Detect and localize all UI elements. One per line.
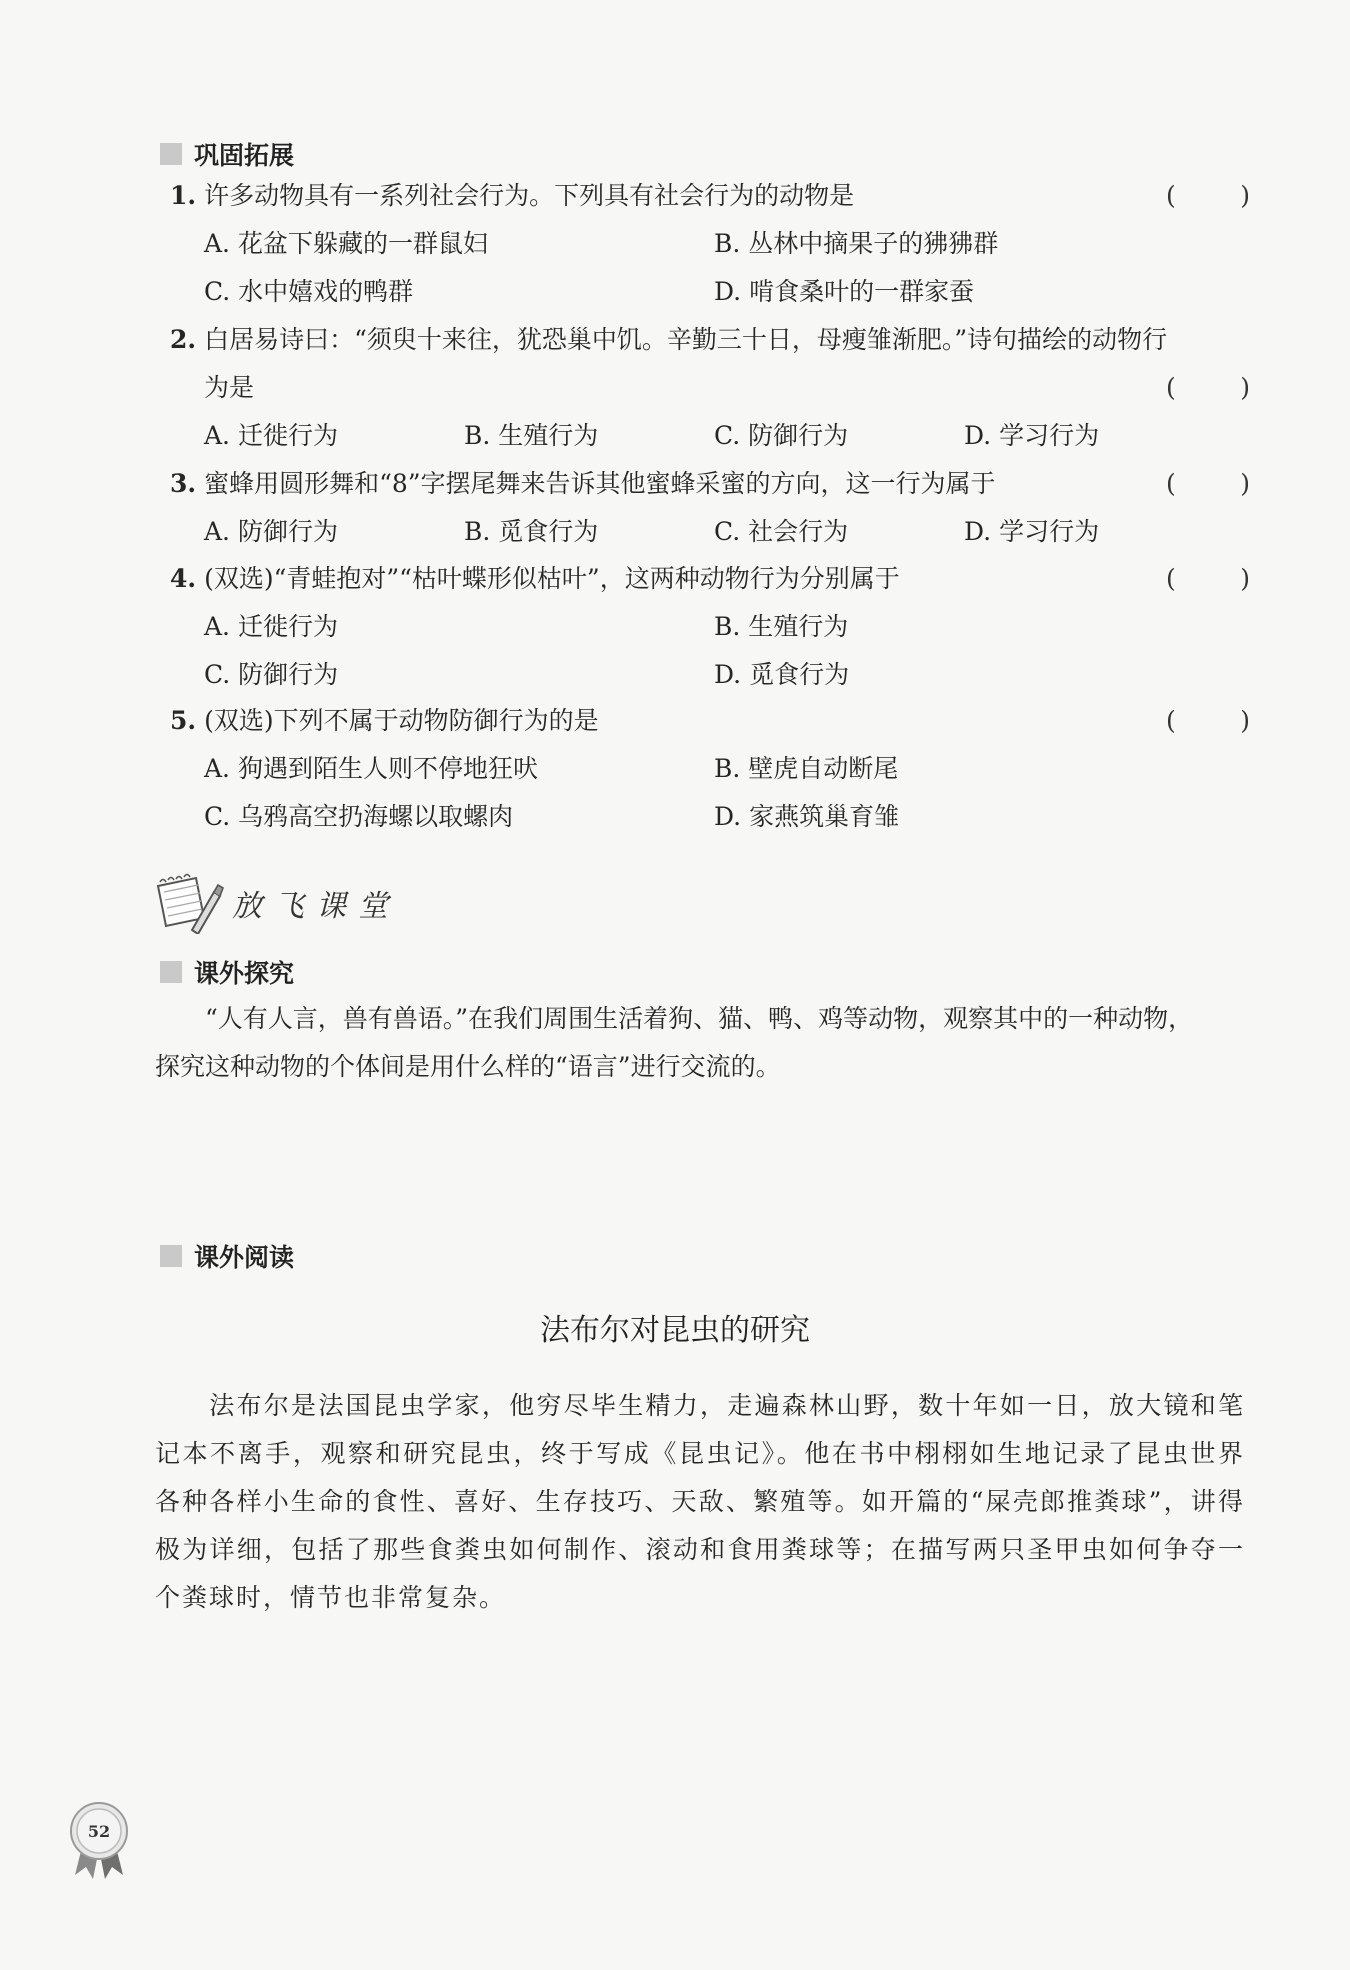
question-text: 许多动物具有一系列社会行为。下列具有社会行为的动物是 xyxy=(204,181,855,210)
question-2 xyxy=(170,316,1250,460)
option-c[interactable]: C. 水中嬉戏的鸭群 xyxy=(204,277,414,306)
question-4 xyxy=(170,555,1250,699)
question-text: 蜜蜂用圆形舞和“8”字摆尾舞来告诉其他蜜蜂采蜜的方向，这一行为属于 xyxy=(204,469,996,498)
reading-body-text: 法布尔是法国昆虫学家，他穷尽毕生精力，走遍森林山野，数十年如一日，放大镜和笔记本不离手，观察和研究昆虫，终于写成《昆虫记》。他在书中栩栩如生地记录了昆虫世界各种各样小生命的食性、喜好、生存技巧、天敌、繁殖等。如开篇的“屎壳郎推粪球”，讲得极为详细，包括了那些食粪虫如何制作、滚动和食用粪球等；在描写两只圣甲虫如何争夺一个粪球时，情节也非常复杂。 xyxy=(155,1391,1245,1612)
option-d[interactable]: D. 学习行为 xyxy=(964,421,1100,450)
section-heading-text: 巩固拓展 xyxy=(194,141,295,170)
option-c[interactable]: C. 防御行为 xyxy=(714,421,849,450)
option-b[interactable]: B. 丛林中摘果子的狒狒群 xyxy=(714,229,999,258)
question-3 xyxy=(170,460,1250,556)
section-heading-text: 课外探究 xyxy=(194,959,295,988)
section-marker-icon xyxy=(160,1245,182,1267)
question-text: (双选)下列不属于动物防御行为的是 xyxy=(204,706,599,735)
option-d[interactable]: D. 觅食行为 xyxy=(714,660,850,689)
section-heading-reading xyxy=(160,1238,294,1274)
answer-blank[interactable]: ( ) xyxy=(1166,564,1250,593)
option-c[interactable]: C. 乌鸦高空扔海螺以取螺肉 xyxy=(204,802,514,831)
explore-text-line-2: 探究这种动物的个体间是用什么样的“语言”进行交流的。 xyxy=(155,1052,781,1081)
option-a[interactable]: A. 花盆下躲藏的一群鼠妇 xyxy=(204,229,488,258)
option-a[interactable]: A. 防御行为 xyxy=(204,517,338,546)
section-marker-icon xyxy=(160,143,182,165)
reading-body xyxy=(155,1382,1245,1622)
option-c[interactable]: C. 防御行为 xyxy=(204,660,339,689)
option-b[interactable]: B. 觅食行为 xyxy=(464,517,599,546)
question-text-continued: 为是 xyxy=(204,373,255,402)
question-number: 5. xyxy=(170,706,197,735)
option-c[interactable]: C. 社会行为 xyxy=(714,517,849,546)
banner-title: 放飞课堂 xyxy=(232,889,400,924)
section-heading-consolidate xyxy=(160,136,294,172)
banner-fangfei-ketang xyxy=(152,872,400,934)
question-5 xyxy=(170,697,1250,841)
section-heading-explore xyxy=(160,954,294,990)
question-text: 白居易诗曰：“须臾十来往，犹恐巢中饥。辛勤三十日，母瘦雏渐肥。”诗句描绘的动物行 xyxy=(204,325,1168,354)
option-d[interactable]: D. 啃食桑叶的一群家蚕 xyxy=(714,277,975,306)
question-number: 2. xyxy=(170,325,197,354)
section-marker-icon xyxy=(160,961,182,983)
option-d[interactable]: D. 学习行为 xyxy=(964,517,1100,546)
page-number: 52 xyxy=(87,1821,111,1841)
option-a[interactable]: A. 狗遇到陌生人则不停地狂吠 xyxy=(204,754,538,783)
option-b[interactable]: B. 生殖行为 xyxy=(464,421,599,450)
option-d[interactable]: D. 家燕筑巢育雏 xyxy=(714,802,900,831)
answer-blank[interactable]: ( ) xyxy=(1166,181,1250,210)
question-number: 1. xyxy=(170,181,197,210)
notebook-pencil-icon xyxy=(152,872,224,934)
answer-blank[interactable]: ( ) xyxy=(1166,706,1250,735)
option-b[interactable]: B. 生殖行为 xyxy=(714,612,849,641)
question-1 xyxy=(170,172,1250,316)
option-a[interactable]: A. 迁徙行为 xyxy=(204,421,338,450)
question-number: 4. xyxy=(170,564,197,593)
section-heading-text: 课外阅读 xyxy=(194,1243,295,1272)
option-b[interactable]: B. 壁虎自动断尾 xyxy=(714,754,899,783)
answer-blank[interactable]: ( ) xyxy=(1166,373,1250,402)
reading-title: 法布尔对昆虫的研究 xyxy=(540,1313,810,1348)
option-a[interactable]: A. 迁徙行为 xyxy=(204,612,338,641)
answer-blank[interactable]: ( ) xyxy=(1166,469,1250,498)
explore-text-line-1: “人有人言，兽有兽语。”在我们周围生活着狗、猫、鸭、鸡等动物，观察其中的一种动物， xyxy=(205,1004,1194,1033)
question-text: (双选)“青蛙抱对”“枯叶蝶形似枯叶”，这两种动物行为分别属于 xyxy=(204,564,900,593)
question-number: 3. xyxy=(170,469,197,498)
